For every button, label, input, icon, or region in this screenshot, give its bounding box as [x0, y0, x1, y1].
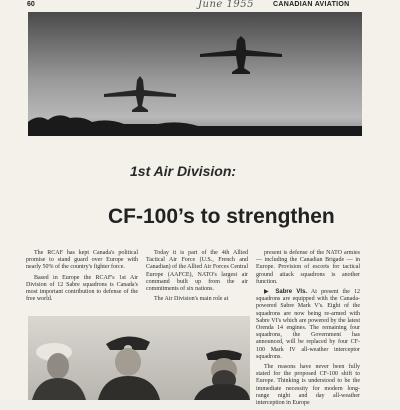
jets-photo — [28, 12, 362, 136]
page-number: 60 — [27, 1, 35, 8]
paragraph: Based in Europe the RCAF's 1st Air Division of 12 Sabre squadrons is Canada's most important contribution to defense of the free world. — [26, 274, 138, 303]
jet-icon — [196, 32, 286, 76]
page-header — [22, 0, 362, 12]
paragraph-text: At present the 12 squadrons are equipped with the Canada-powered Sabre Mark V's. Eight of the squadrons are now being re-armed with Sabre VI's which are powered by the latest Orenda 14 engines. The remaining four squadrons, the Government has announced, will be replaced by four CF-100 Mark IV all-weather interceptor squadrons. — [256, 289, 361, 360]
subhead: Sabre VIs. — [275, 289, 308, 296]
tree-line — [28, 106, 362, 136]
article-kicker: 1st Air Division: — [130, 163, 237, 179]
paragraph: present is defense of the NATO armies — including the Canadian Brigade — in Europe. Provision of escorts for tactical ground attack squadrons is another function. — [256, 250, 360, 285]
paragraph: The RCAF has kept Canada's political promise to stand guard over Europe with nearly 50% of the country's fighter force. — [26, 250, 138, 271]
officers-photo — [28, 316, 250, 400]
handwritten-date: June 1955 — [198, 0, 254, 10]
paragraph: ▶ Sabre VIs. At present the 12 squadrons are equipped with the Canada-powered Sabre Mark V's. Eight of the squadrons are now being re-armed with Sabre VI's which are powered by the latest Orenda 14 engines. The remaining four squadrons, the Government has announced, will be replaced by four CF-100 Mark IV all-weather interceptor squadrons. — [256, 289, 361, 360]
magazine-title: CANADIAN AVIATION — [273, 1, 350, 8]
paragraph: Today it is part of the 4th Allied Tactical Air Force (U.S., French and Canadian) of the Allied Air Forces Central Europe (AAFCE), NATO's largest air command built up from the air commitments of six nations. — [146, 250, 248, 293]
article-headline: CF-100’s to strengthen — [108, 205, 335, 228]
text-column-3 — [256, 250, 360, 410]
officers-illustration — [28, 316, 250, 400]
text-column-2 — [146, 250, 248, 306]
text-column-1 — [26, 250, 138, 306]
paragraph: The Air Division's main role at — [154, 296, 229, 303]
paragraph: The reasons have never been fully stated for the proposed CF-100 shift to Europe. Thinking is understood to be the immediate necessity for modern long-range night and day all-weather interception in Europe — [256, 364, 360, 407]
